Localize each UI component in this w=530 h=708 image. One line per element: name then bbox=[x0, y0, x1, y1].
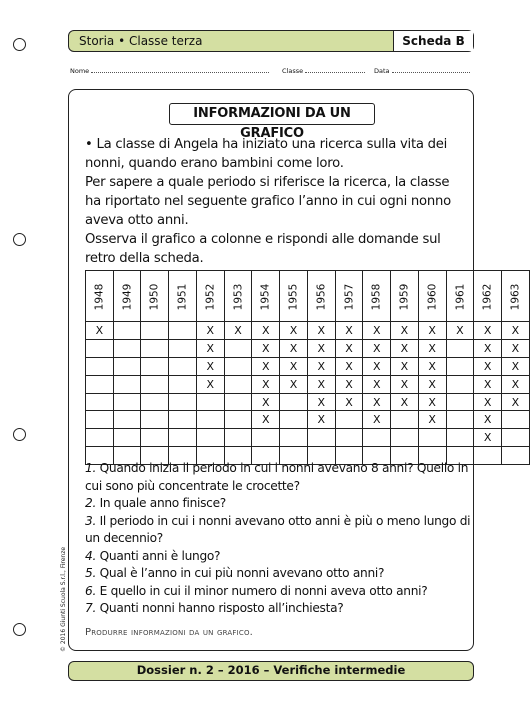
year-label: 1948 bbox=[93, 283, 106, 310]
grid-cell-empty bbox=[474, 447, 502, 465]
year-label: 1959 bbox=[398, 283, 411, 310]
x-mark: X bbox=[262, 323, 270, 337]
grid-cell-marked bbox=[335, 339, 363, 357]
intro-paragraph-1: • La classe di Angela ha iniziato una ricerca sulla vita dei nonni, quando erano bambini come loro. bbox=[85, 137, 448, 171]
grid-cell-marked bbox=[307, 339, 335, 357]
x-mark: X bbox=[483, 323, 492, 337]
grid-cell-empty bbox=[86, 429, 114, 447]
x-mark: X bbox=[317, 377, 326, 391]
x-mark: X bbox=[372, 359, 381, 373]
grid-cell-marked bbox=[391, 339, 419, 357]
column-chart-grid bbox=[85, 270, 530, 465]
x-mark: X bbox=[262, 413, 270, 427]
year-label: 1956 bbox=[315, 283, 328, 310]
year-label: 1963 bbox=[509, 283, 522, 310]
grid-cell-marked bbox=[418, 322, 446, 340]
grid-cell-marked bbox=[363, 393, 391, 411]
grid-cell-marked bbox=[307, 375, 335, 393]
grid-cell-marked bbox=[502, 322, 530, 340]
year-label: 1955 bbox=[287, 283, 300, 310]
x-mark: X bbox=[400, 377, 409, 391]
question-item bbox=[85, 513, 471, 548]
grid-cell-marked bbox=[391, 393, 419, 411]
grid-cell-empty bbox=[280, 411, 308, 429]
grid-cell-marked bbox=[474, 339, 502, 357]
grid-cell-empty bbox=[196, 393, 224, 411]
grid-cell-marked bbox=[418, 339, 446, 357]
x-mark: X bbox=[262, 377, 270, 391]
question-number: 1. bbox=[85, 461, 97, 475]
grid-cell-marked bbox=[474, 375, 502, 393]
grid-cell-marked bbox=[252, 322, 280, 340]
grid-cell-empty bbox=[113, 339, 141, 357]
x-mark: X bbox=[483, 395, 492, 409]
grid-cell-empty bbox=[391, 429, 419, 447]
question-text: E quello in cui il minor numero di nonni aveva otto anni? bbox=[96, 583, 428, 598]
grid-cell-empty bbox=[335, 429, 363, 447]
question-text: Il periodo in cui i nonni avevano otto anni è più o meno lungo di un decennio? bbox=[85, 513, 471, 545]
x-mark: X bbox=[511, 377, 520, 391]
grid-cell-marked bbox=[280, 357, 308, 375]
grid-row bbox=[86, 375, 530, 393]
x-mark: X bbox=[483, 413, 492, 427]
year-label: 1950 bbox=[148, 283, 161, 310]
grid-cell-empty bbox=[502, 429, 530, 447]
grid-cell-empty bbox=[113, 393, 141, 411]
grid-cell-marked bbox=[502, 375, 530, 393]
grid-cell-empty bbox=[169, 322, 197, 340]
x-mark: X bbox=[428, 377, 436, 391]
date-label: Data bbox=[374, 67, 390, 75]
grid-cell-empty bbox=[141, 393, 169, 411]
x-mark: X bbox=[400, 323, 409, 337]
x-mark: X bbox=[372, 323, 381, 337]
x-mark: X bbox=[234, 323, 242, 337]
intro-paragraph-3: Osserva il grafico a colonne e rispondi alle domande sul retro della scheda. bbox=[85, 232, 441, 266]
x-mark: X bbox=[428, 323, 436, 337]
grid-row bbox=[86, 393, 530, 411]
grid-cell-empty bbox=[113, 357, 141, 375]
grid-cell-marked bbox=[474, 429, 502, 447]
x-mark: X bbox=[511, 359, 520, 373]
grid-cell-marked bbox=[307, 322, 335, 340]
x-mark: X bbox=[483, 359, 492, 373]
grid-cell-empty bbox=[335, 411, 363, 429]
year-label: 1960 bbox=[426, 283, 439, 310]
grid-cell-marked bbox=[502, 393, 530, 411]
x-mark: X bbox=[345, 359, 353, 373]
date-field[interactable] bbox=[392, 67, 470, 73]
grid-cell-marked bbox=[335, 357, 363, 375]
grid-cell-marked bbox=[418, 375, 446, 393]
question-text: In quale anno finisce? bbox=[96, 496, 226, 510]
x-mark: X bbox=[400, 341, 409, 355]
x-mark: X bbox=[511, 341, 520, 355]
x-mark: X bbox=[428, 395, 436, 409]
grid-cell-empty bbox=[418, 429, 446, 447]
grid-cell-marked bbox=[363, 375, 391, 393]
grid-cell-empty bbox=[446, 375, 474, 393]
grid-cell-marked bbox=[86, 322, 114, 340]
grid-cell-empty bbox=[113, 375, 141, 393]
x-mark: X bbox=[483, 341, 492, 355]
x-mark: X bbox=[428, 413, 436, 427]
worksheet-box bbox=[68, 89, 522, 651]
year-header-cell bbox=[363, 271, 391, 322]
question-item bbox=[85, 565, 471, 583]
x-mark: X bbox=[400, 359, 409, 373]
year-header-cell bbox=[141, 271, 169, 322]
grid-cell-empty bbox=[224, 429, 252, 447]
grid-cell-marked bbox=[335, 322, 363, 340]
year-header-cell bbox=[502, 271, 530, 322]
x-mark: X bbox=[206, 377, 215, 391]
year-label: 1949 bbox=[121, 283, 134, 310]
grid-cell-marked bbox=[196, 339, 224, 357]
x-mark: X bbox=[428, 359, 436, 373]
grid-cell-empty bbox=[280, 393, 308, 411]
year-header-cell bbox=[446, 271, 474, 322]
grid-cell-marked bbox=[474, 393, 502, 411]
grid-cell-empty bbox=[141, 357, 169, 375]
x-mark: X bbox=[511, 395, 520, 409]
x-mark: X bbox=[372, 341, 381, 355]
grid-cell-marked bbox=[307, 357, 335, 375]
grid-cell-marked bbox=[474, 357, 502, 375]
grid-cell-empty bbox=[224, 393, 252, 411]
grid-cell-empty bbox=[169, 393, 197, 411]
question-item bbox=[85, 583, 471, 601]
intro-paragraph-2: Per sapere a quale periodo si riferisce la ricerca, la classe ha riportato nel seguente grafico l’anno in cui ogni nonno aveva otto anni. bbox=[85, 175, 451, 228]
year-header-cell bbox=[391, 271, 419, 322]
grid-cell-empty bbox=[446, 339, 474, 357]
question-item bbox=[85, 495, 471, 513]
question-number: 7. bbox=[85, 601, 97, 615]
x-mark: X bbox=[317, 359, 326, 373]
grid-row bbox=[86, 411, 530, 429]
grid-cell-marked bbox=[474, 322, 502, 340]
grid-cell-empty bbox=[169, 375, 197, 393]
x-mark: X bbox=[206, 341, 215, 355]
question-item bbox=[85, 548, 471, 566]
year-label: 1953 bbox=[232, 283, 245, 310]
question-number: 2. bbox=[85, 496, 97, 510]
grid-cell-marked bbox=[502, 339, 530, 357]
x-mark: X bbox=[400, 395, 409, 409]
x-mark: X bbox=[289, 377, 298, 391]
grid-cell-marked bbox=[252, 375, 280, 393]
year-header-cell bbox=[335, 271, 363, 322]
grid-cell-marked bbox=[196, 322, 224, 340]
binder-hole-2 bbox=[13, 233, 26, 246]
grid-cell-marked bbox=[418, 393, 446, 411]
footer-bar: Dossier n. 2 – 2016 – Verifiche intermedie bbox=[68, 661, 474, 681]
year-label: 1958 bbox=[370, 283, 383, 310]
grid-cell-marked bbox=[252, 357, 280, 375]
year-label: 1957 bbox=[342, 283, 355, 310]
grid-cell-empty bbox=[224, 375, 252, 393]
grid-row bbox=[86, 339, 530, 357]
grid-cell-empty bbox=[391, 411, 419, 429]
binder-hole-3 bbox=[13, 428, 26, 441]
x-mark: X bbox=[317, 395, 326, 409]
year-label: 1952 bbox=[204, 283, 217, 310]
grid-cell-empty bbox=[224, 411, 252, 429]
grid-cell-empty bbox=[141, 429, 169, 447]
grid-cell-empty bbox=[141, 375, 169, 393]
year-header-cell bbox=[474, 271, 502, 322]
grid-cell-empty bbox=[113, 429, 141, 447]
grid-cell-marked bbox=[196, 357, 224, 375]
grid-cell-empty bbox=[196, 429, 224, 447]
question-item bbox=[85, 600, 471, 618]
grid-cell-marked bbox=[363, 339, 391, 357]
grid-cell-marked bbox=[391, 375, 419, 393]
grid-cell-empty bbox=[113, 322, 141, 340]
question-text: Quando inizia il periodo in cui i nonni avevano 8 anni? Quello in cui sono più concentrate le crocette? bbox=[85, 461, 469, 493]
grid-cell-empty bbox=[446, 357, 474, 375]
grid-cell-empty bbox=[224, 357, 252, 375]
x-mark: X bbox=[428, 341, 436, 355]
grid-cell-empty bbox=[169, 339, 197, 357]
year-header-cell bbox=[196, 271, 224, 322]
sheet-label: Scheda B bbox=[393, 31, 473, 51]
grid-cell-marked bbox=[363, 411, 391, 429]
question-text: Quanti anni è lungo? bbox=[96, 548, 221, 563]
grid-cell-marked bbox=[196, 375, 224, 393]
x-mark: X bbox=[456, 323, 464, 337]
year-header-cell bbox=[113, 271, 141, 322]
x-mark: X bbox=[483, 431, 492, 445]
grid-cell-marked bbox=[280, 322, 308, 340]
grid-cell-empty bbox=[446, 393, 474, 411]
year-label: 1962 bbox=[481, 283, 494, 310]
grid-cell-empty bbox=[502, 411, 530, 429]
x-mark: X bbox=[206, 323, 215, 337]
x-mark: X bbox=[345, 341, 353, 355]
x-mark: X bbox=[95, 323, 104, 337]
x-mark: X bbox=[345, 323, 353, 337]
grid-cell-empty bbox=[86, 375, 114, 393]
grid-cell-marked bbox=[391, 357, 419, 375]
x-mark: X bbox=[262, 359, 270, 373]
grid-cell-empty bbox=[169, 357, 197, 375]
grid-cell-empty bbox=[86, 411, 114, 429]
x-mark: X bbox=[317, 323, 326, 337]
grid-cell-marked bbox=[335, 375, 363, 393]
question-text: Quanti nonni hanno risposto all’inchiesta? bbox=[96, 601, 344, 615]
grid-cell-marked bbox=[252, 393, 280, 411]
grid-cell-empty bbox=[169, 411, 197, 429]
grid-cell-marked bbox=[474, 411, 502, 429]
x-mark: X bbox=[289, 341, 298, 355]
grid-cell-empty bbox=[224, 339, 252, 357]
x-mark: X bbox=[372, 413, 381, 427]
grid-cell-marked bbox=[280, 375, 308, 393]
grid-row bbox=[86, 357, 530, 375]
grid-cell-marked bbox=[418, 357, 446, 375]
x-mark: X bbox=[317, 341, 326, 355]
x-mark: X bbox=[289, 323, 298, 337]
year-label: 1954 bbox=[259, 283, 272, 310]
grid-cell-empty bbox=[252, 429, 280, 447]
questions-list bbox=[85, 460, 471, 618]
year-header-cell bbox=[307, 271, 335, 322]
grid-row bbox=[86, 322, 530, 340]
grid-cell-marked bbox=[418, 411, 446, 429]
page-title: INFORMAZIONI DA UN GRAFICO bbox=[169, 103, 375, 125]
grid-cell-marked bbox=[280, 339, 308, 357]
grid-cell-marked bbox=[502, 357, 530, 375]
year-header-cell bbox=[224, 271, 252, 322]
x-mark: X bbox=[511, 323, 520, 337]
name-label: Nome bbox=[70, 67, 90, 75]
question-number: 4. bbox=[85, 548, 97, 563]
learning-objective: Produrre informazioni da un grafico. bbox=[85, 627, 254, 638]
grid-cell-marked bbox=[363, 322, 391, 340]
grid-cell-empty bbox=[141, 339, 169, 357]
grid-cell-empty bbox=[169, 429, 197, 447]
x-mark: X bbox=[345, 377, 353, 391]
grid-cell-marked bbox=[446, 322, 474, 340]
intro-text bbox=[85, 135, 467, 268]
grid-cell-empty bbox=[86, 339, 114, 357]
question-text: Qual è l’anno in cui più nonni avevano otto anni? bbox=[96, 566, 385, 580]
grid-cell-marked bbox=[391, 322, 419, 340]
grid-cell-empty bbox=[196, 411, 224, 429]
grid-cell-empty bbox=[141, 411, 169, 429]
question-number: 3. bbox=[85, 513, 97, 528]
grid-cell-marked bbox=[307, 393, 335, 411]
subject-label: Storia • Classe terza bbox=[79, 34, 203, 48]
x-mark: X bbox=[262, 395, 270, 409]
x-mark: X bbox=[483, 377, 492, 391]
grid-cell-empty bbox=[141, 322, 169, 340]
year-header-cell bbox=[86, 271, 114, 322]
question-item bbox=[85, 460, 471, 495]
binder-hole-4 bbox=[13, 623, 26, 636]
class-label: Classe bbox=[282, 67, 304, 75]
grid-row bbox=[86, 429, 530, 447]
binder-hole-1 bbox=[13, 38, 26, 51]
x-mark: X bbox=[372, 377, 381, 391]
grid-cell-marked bbox=[224, 322, 252, 340]
question-number: 6. bbox=[85, 583, 97, 598]
x-mark: X bbox=[206, 359, 215, 373]
class-field[interactable] bbox=[305, 67, 365, 73]
x-mark: X bbox=[289, 359, 298, 373]
x-mark: X bbox=[345, 395, 353, 409]
grid-cell-empty bbox=[113, 411, 141, 429]
x-mark: X bbox=[317, 413, 326, 427]
year-header-cell bbox=[418, 271, 446, 322]
header-bar bbox=[68, 30, 474, 52]
grid-cell-marked bbox=[252, 411, 280, 429]
grid-cell-empty bbox=[307, 429, 335, 447]
grid-cell-empty bbox=[86, 393, 114, 411]
x-mark: X bbox=[262, 341, 270, 355]
grid-cell-marked bbox=[335, 393, 363, 411]
copyright-notice: © 2016 Giunti Scuola S.r.l., Firenze bbox=[60, 546, 67, 652]
grid-cell-empty bbox=[86, 357, 114, 375]
question-number: 5. bbox=[85, 566, 97, 580]
grid-cell-empty bbox=[446, 411, 474, 429]
grid-cell-marked bbox=[252, 339, 280, 357]
name-field[interactable] bbox=[91, 67, 269, 73]
x-mark: X bbox=[372, 395, 381, 409]
year-label: 1961 bbox=[453, 283, 466, 310]
grid-cell-marked bbox=[363, 357, 391, 375]
grid-cell-marked bbox=[307, 411, 335, 429]
year-header-cell bbox=[252, 271, 280, 322]
grid-cell-empty bbox=[502, 447, 530, 465]
grid-cell-empty bbox=[446, 429, 474, 447]
year-header-row bbox=[86, 271, 530, 322]
year-header-cell bbox=[280, 271, 308, 322]
grid-cell-empty bbox=[280, 429, 308, 447]
year-header-cell bbox=[169, 271, 197, 322]
grid-cell-empty bbox=[363, 429, 391, 447]
year-label: 1951 bbox=[176, 283, 189, 310]
